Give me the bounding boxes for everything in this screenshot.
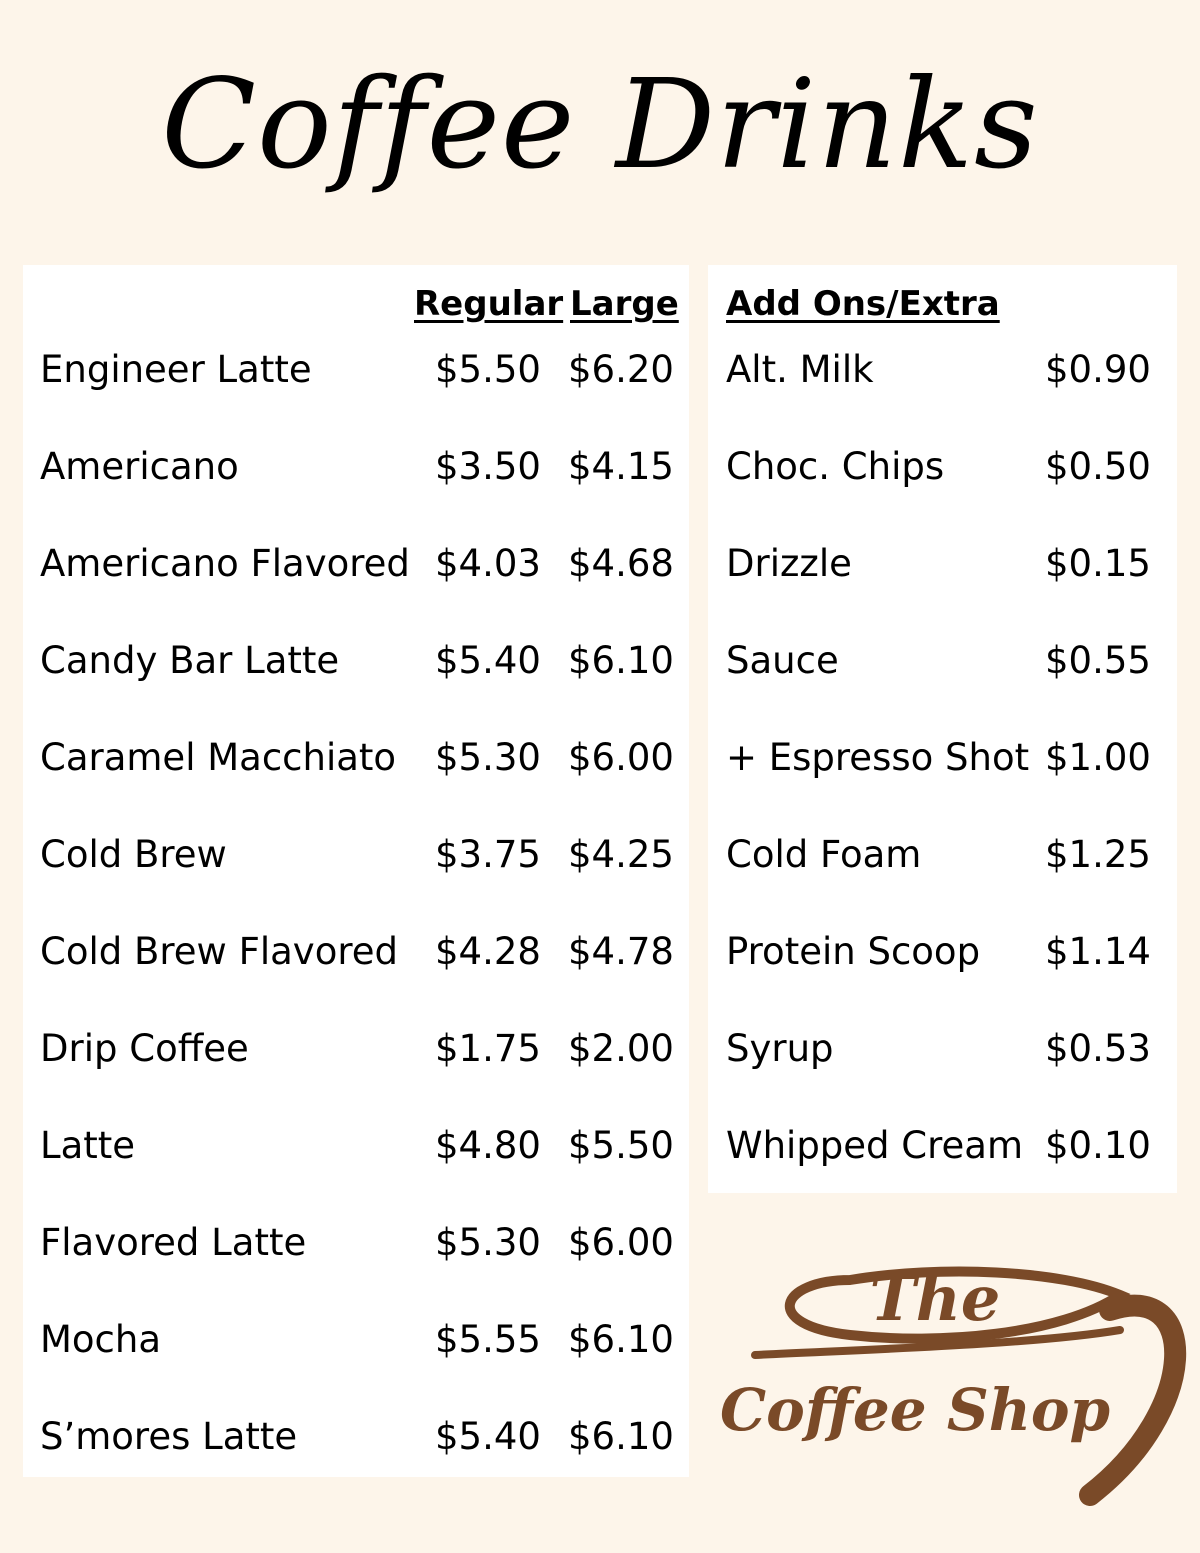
drink-regular-price: $5.40 xyxy=(435,1415,541,1458)
drink-name: Americano Flavored xyxy=(40,542,410,585)
drink-name: Americano xyxy=(40,445,239,488)
addon-row xyxy=(700,830,1200,880)
drink-name: Mocha xyxy=(40,1318,162,1361)
drink-large-price: $6.00 xyxy=(568,736,674,779)
drink-regular-price: $5.50 xyxy=(435,348,541,391)
drink-large-price: $4.68 xyxy=(568,542,674,585)
drink-regular-price: $3.50 xyxy=(435,445,541,488)
drink-row xyxy=(0,927,700,977)
addon-name: Whipped Cream xyxy=(726,1124,1024,1167)
addon-name: Sauce xyxy=(726,639,839,682)
drink-regular-price: $4.03 xyxy=(435,542,541,585)
logo-line2: Coffee Shop xyxy=(720,1376,1111,1444)
addon-price: $0.10 xyxy=(1045,1124,1151,1167)
drink-large-price: $6.10 xyxy=(568,1415,674,1458)
drink-name: Drip Coffee xyxy=(40,1027,249,1070)
drink-regular-price: $4.80 xyxy=(435,1124,541,1167)
coffee-shop-logo xyxy=(700,1240,1190,1530)
addon-name: Syrup xyxy=(726,1027,834,1070)
drink-regular-price: $5.30 xyxy=(435,1221,541,1264)
drink-row xyxy=(0,1412,700,1462)
drink-name: Candy Bar Latte xyxy=(40,639,340,682)
addon-row xyxy=(700,539,1200,589)
large-column-header: Large xyxy=(570,284,679,324)
addon-row xyxy=(700,636,1200,686)
drink-large-price: $2.00 xyxy=(568,1027,674,1070)
drink-name: Cold Brew Flavored xyxy=(40,930,398,973)
addons-column-header: Add Ons/Extra xyxy=(726,284,1000,324)
addon-price: $0.90 xyxy=(1045,348,1151,391)
drink-name: S’mores Latte xyxy=(40,1415,298,1458)
drink-regular-price: $3.75 xyxy=(435,833,541,876)
drink-row xyxy=(0,733,700,783)
addon-name: Cold Foam xyxy=(726,833,922,876)
drink-regular-price: $1.75 xyxy=(435,1027,541,1070)
drink-name: Cold Brew xyxy=(40,833,227,876)
drink-row xyxy=(0,1024,700,1074)
addon-name: Drizzle xyxy=(726,542,852,585)
drink-regular-price: $4.28 xyxy=(435,930,541,973)
drink-large-price: $4.25 xyxy=(568,833,674,876)
addon-name: + Espresso Shot xyxy=(726,736,1030,779)
drink-row xyxy=(0,539,700,589)
drink-row xyxy=(0,1315,700,1365)
regular-column-header: Regular xyxy=(414,284,564,324)
addon-row xyxy=(700,442,1200,492)
drink-large-price: $6.00 xyxy=(568,1221,674,1264)
drink-large-price: $4.78 xyxy=(568,930,674,973)
addon-price: $0.50 xyxy=(1045,445,1151,488)
drink-name: Flavored Latte xyxy=(40,1221,307,1264)
drink-name: Engineer Latte xyxy=(40,348,312,391)
drink-name: Caramel Macchiato xyxy=(40,736,397,779)
addon-price: $0.15 xyxy=(1045,542,1151,585)
drink-large-price: $5.50 xyxy=(568,1124,674,1167)
addon-row xyxy=(700,733,1200,783)
addon-row xyxy=(700,345,1200,395)
addon-name: Choc. Chips xyxy=(726,445,945,488)
drink-row xyxy=(0,830,700,880)
addon-price: $0.53 xyxy=(1045,1027,1151,1070)
menu-title: Coffee Drinks xyxy=(161,53,1039,197)
drink-large-price: $6.10 xyxy=(568,1318,674,1361)
drink-regular-price: $5.40 xyxy=(435,639,541,682)
drink-row xyxy=(0,345,700,395)
drink-name: Latte xyxy=(40,1124,136,1167)
addon-row xyxy=(700,1121,1200,1171)
addon-name: Alt. Milk xyxy=(726,348,874,391)
addon-name: Protein Scoop xyxy=(726,930,981,973)
drink-large-price: $6.20 xyxy=(568,348,674,391)
addon-row xyxy=(700,927,1200,977)
drink-large-price: $4.15 xyxy=(568,445,674,488)
drink-row xyxy=(0,1121,700,1171)
drink-regular-price: $5.30 xyxy=(435,736,541,779)
drink-regular-price: $5.55 xyxy=(435,1318,541,1361)
addon-price: $1.00 xyxy=(1045,736,1151,779)
addon-row xyxy=(700,1024,1200,1074)
drink-large-price: $6.10 xyxy=(568,639,674,682)
drink-row xyxy=(0,1218,700,1268)
logo-line1: The xyxy=(869,1262,1001,1335)
drink-row xyxy=(0,442,700,492)
addon-price: $1.25 xyxy=(1045,833,1151,876)
drink-row xyxy=(0,636,700,686)
addon-price: $1.14 xyxy=(1045,930,1151,973)
addon-price: $0.55 xyxy=(1045,639,1151,682)
